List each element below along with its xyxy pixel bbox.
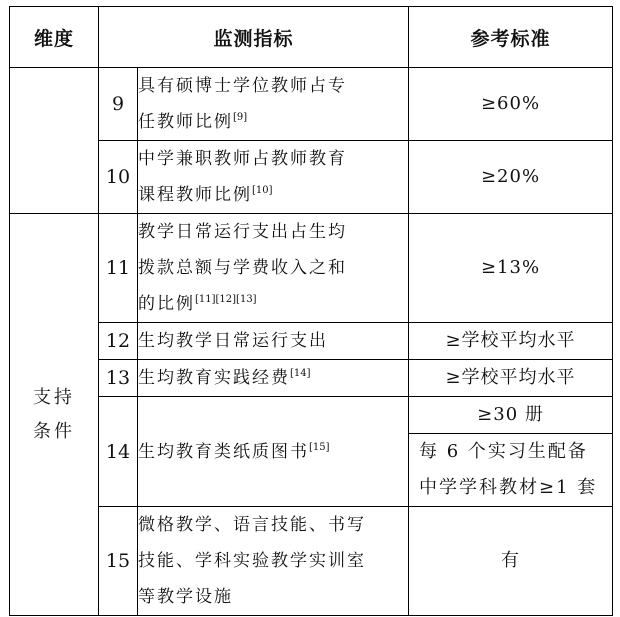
indicator-text: 教学日常运行支出占生均 <box>138 222 347 242</box>
standard-cell: ≥13% <box>409 214 613 323</box>
dimension-label: 支持 <box>33 386 75 408</box>
row-number: 15 <box>99 507 138 616</box>
row-number: 12 <box>99 323 138 360</box>
table-row <box>10 360 613 397</box>
header-indicator: 监测指标 <box>99 7 409 68</box>
header-standard: 参考标准 <box>409 7 613 68</box>
standard-cell: 有 <box>409 507 613 616</box>
table-row <box>10 68 613 141</box>
standard-cell: ≥学校平均水平 <box>409 323 613 360</box>
indicator-text: 微格教学、语言技能、书写 <box>138 515 366 535</box>
table-row <box>10 214 613 323</box>
standard-cell: ≥学校平均水平 <box>409 360 613 397</box>
indicator-text: 技能、学科实验教学实训室 <box>138 551 366 571</box>
indicator-cell <box>138 141 409 214</box>
table-row <box>10 507 613 616</box>
dimension-cell-support <box>10 214 99 616</box>
standard-cell <box>409 434 613 507</box>
indicator-cell <box>138 68 409 141</box>
indicator-text: 具有硕博士学位教师占专 <box>138 76 347 96</box>
indicator-text: 等教学设施 <box>138 587 233 607</box>
standard-text: 中学学科教材≥1 套 <box>419 477 598 498</box>
dimension-label: 条件 <box>33 420 75 442</box>
table-row <box>10 323 613 360</box>
standard-cell: ≥20% <box>409 141 613 214</box>
row-number: 13 <box>99 360 138 397</box>
indicator-text: 中学兼职教师占教师教育 <box>138 149 347 169</box>
footnote-ref: [10] <box>252 185 273 196</box>
indicator-text: 任教师比例 <box>138 112 233 132</box>
row-number: 14 <box>99 397 138 507</box>
standard-cell: ≥30 册 <box>409 397 613 434</box>
row-number: 9 <box>99 68 138 141</box>
indicator-text: 生均教学日常运行支出 <box>138 331 328 351</box>
footnote-ref: [9] <box>233 112 248 123</box>
footnote-ref: [15] <box>309 441 330 453</box>
row-number: 11 <box>99 214 138 323</box>
indicator-text: 的比例 <box>138 294 195 314</box>
table-row <box>10 141 613 214</box>
footnote-ref: [11][12][13] <box>195 294 257 305</box>
standard-cell: ≥60% <box>409 68 613 141</box>
footnote-ref: [14] <box>290 368 311 379</box>
indicator-cell <box>138 507 409 616</box>
standards-table <box>9 6 613 616</box>
header-dimension: 维度 <box>10 7 99 68</box>
table-row <box>10 397 613 434</box>
dimension-cell-empty <box>10 68 99 214</box>
indicator-text: 生均教育类纸质图书 <box>138 441 309 462</box>
indicator-cell <box>138 323 409 360</box>
indicator-cell <box>138 397 409 507</box>
indicator-text: 课程教师比例 <box>138 185 252 205</box>
row-number: 10 <box>99 141 138 214</box>
indicator-text: 生均教育实践经费 <box>138 368 290 388</box>
indicator-cell <box>138 214 409 323</box>
indicator-cell <box>138 360 409 397</box>
standard-text: 每 6 个实习生配备 <box>419 441 588 462</box>
indicator-text: 拨款总额与学费收入之和 <box>138 258 347 278</box>
header-row <box>10 7 613 68</box>
